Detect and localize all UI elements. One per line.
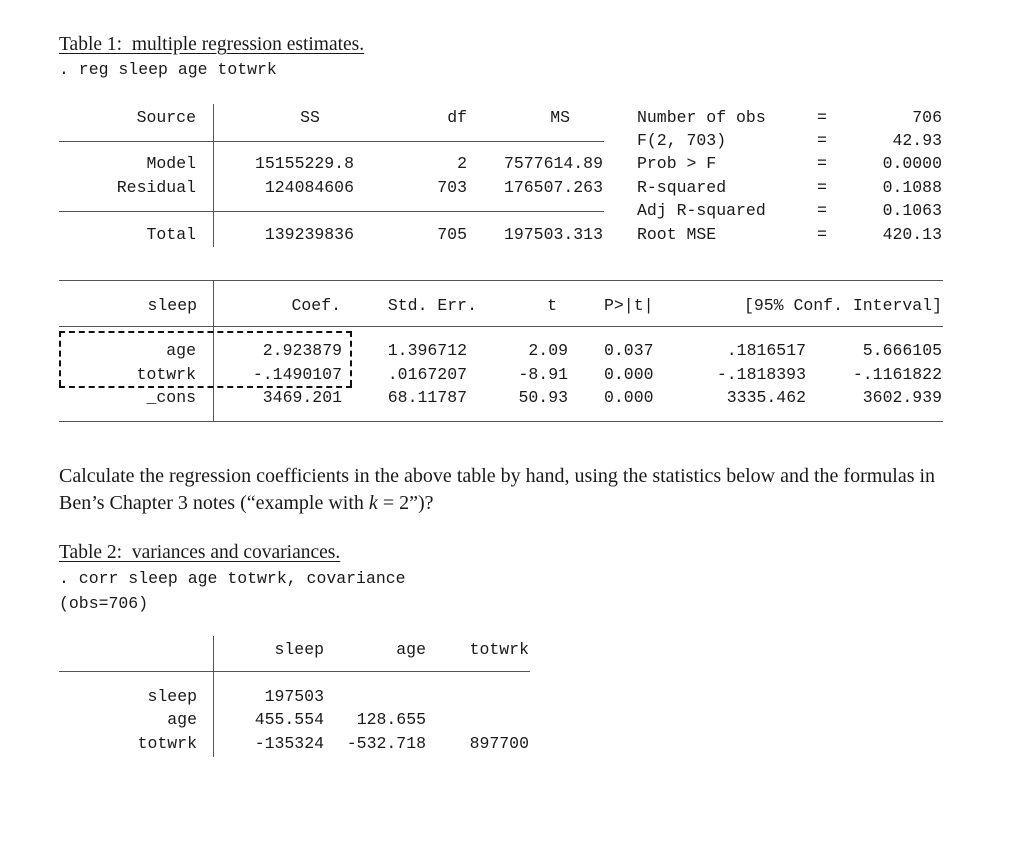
anova-row-df: 705 [437,225,467,244]
stat-equals: = [817,154,827,173]
highlight-box-right [350,331,352,386]
anova-vertical-rule [213,104,214,247]
cov-cell: 897700 [469,734,529,753]
stat-value: 0.0000 [882,154,942,173]
coef-bottom-rule [59,421,943,422]
anova-row-ms: 7577614.89 [503,154,603,173]
coef-row-t: -8.91 [518,365,568,384]
anova-row-ms: 197503.313 [503,225,603,244]
coef-row-se: 1.396712 [387,341,467,360]
anova-row-df: 703 [437,178,467,197]
stat-value: 0.1063 [882,201,942,220]
highlight-box-top [59,331,352,333]
coef-row-t: 50.93 [518,388,568,407]
cov-header: sleep [274,640,324,659]
coef-row-coef: 3469.201 [262,388,342,407]
highlight-box-bottom [59,386,352,388]
coef-row-ci-low: .1816517 [726,341,806,360]
anova-row-source: Model [146,154,196,173]
table2-obs: (obs=706) [59,594,149,613]
coef-header-coef: Coef. [291,296,341,315]
coef-row-var: totwrk [136,365,196,384]
stat-value: 0.1088 [882,178,942,197]
coef-row-se: 68.11787 [387,388,467,407]
stat-label: Number of obs [637,108,766,127]
cov-cell: 128.655 [356,710,426,729]
anova-total-rule [59,211,604,212]
coef-header-t: t [547,296,557,315]
coef-row-p: 0.000 [604,388,654,407]
anova-row-source: Total [146,225,196,244]
coef-header-rule [59,326,943,327]
question-part1: Calculate the regression coefficients in the above table by hand, using the statistics below and the formulas in Ben’s Chapter 3 notes (“example with [59,465,936,514]
anova-header-ss: SS [300,108,320,127]
stat-label: Adj R-squared [637,201,766,220]
coef-row-ci-high: 5.666105 [862,341,942,360]
stat-label: Root MSE [637,225,717,244]
anova-row-source: Residual [116,178,196,197]
coef-row-p: 0.037 [604,341,654,360]
coef-vertical-rule [213,281,214,421]
coef-row-t: 2.09 [528,341,568,360]
anova-header-rule [59,141,604,142]
cov-cell: -532.718 [346,734,426,753]
cov-header: age [396,640,426,659]
coef-header-se: Std. Err. [387,296,477,315]
cov-header-rule [59,671,530,672]
cov-row-var: sleep [147,687,197,706]
stat-value: 706 [912,108,942,127]
coef-top-rule [59,280,943,281]
anova-row-ss: 139239836 [264,225,354,244]
cov-cell: 197503 [264,687,324,706]
coef-row-ci-high: 3602.939 [862,388,942,407]
table1-command: . reg sleep age totwrk [59,60,277,79]
cov-vertical-rule [213,636,214,757]
coef-row-ci-low: 3335.462 [726,388,806,407]
stat-equals: = [817,178,827,197]
coef-header-depvar: sleep [147,296,197,315]
stat-equals: = [817,108,827,127]
cov-row-var: totwrk [137,734,197,753]
anova-header-df: df [447,108,467,127]
coef-row-p: 0.000 [604,365,654,384]
anova-row-ms: 176507.263 [503,178,603,197]
stat-value: 42.93 [892,131,942,150]
stat-label: R-squared [637,178,727,197]
stat-label: Prob > F [637,154,717,173]
stat-equals: = [817,201,827,220]
coef-row-var: age [166,341,196,360]
question-k: k [368,492,378,514]
stat-value: 420.13 [882,225,942,244]
coef-row-ci-low: -.1818393 [716,365,806,384]
coef-row-ci-high: -.1161822 [852,365,942,384]
coef-row-se: .0167207 [387,365,467,384]
anova-header-source: Source [136,108,196,127]
highlight-box-left [59,331,61,386]
table2-title: Table 2: variances and covariances. [59,542,341,563]
stat-label: F(2, 703) [637,131,727,150]
cov-cell: -135324 [254,734,324,753]
stat-equals: = [817,225,827,244]
table2-command: . corr sleep age totwrk, covariance [59,569,406,588]
question-part2: = 2”)? [377,492,434,514]
cov-row-var: age [167,710,197,729]
table1-title: Table 1: multiple regression estimates. [59,34,365,55]
coef-row-coef: 2.923879 [262,341,342,360]
question-text [59,463,959,517]
stat-equals: = [817,131,827,150]
cov-cell: 455.554 [254,710,324,729]
anova-row-ss: 15155229.8 [254,154,354,173]
coef-row-var: _cons [146,388,196,407]
cov-header: totwrk [469,640,529,659]
anova-row-ss: 124084606 [264,178,354,197]
coef-header-ci: [95% Conf. Interval] [743,296,942,315]
anova-row-df: 2 [457,154,467,173]
anova-header-ms: MS [550,108,570,127]
coef-header-p: P>|t| [604,296,654,315]
coef-row-coef: -.1490107 [252,365,342,384]
